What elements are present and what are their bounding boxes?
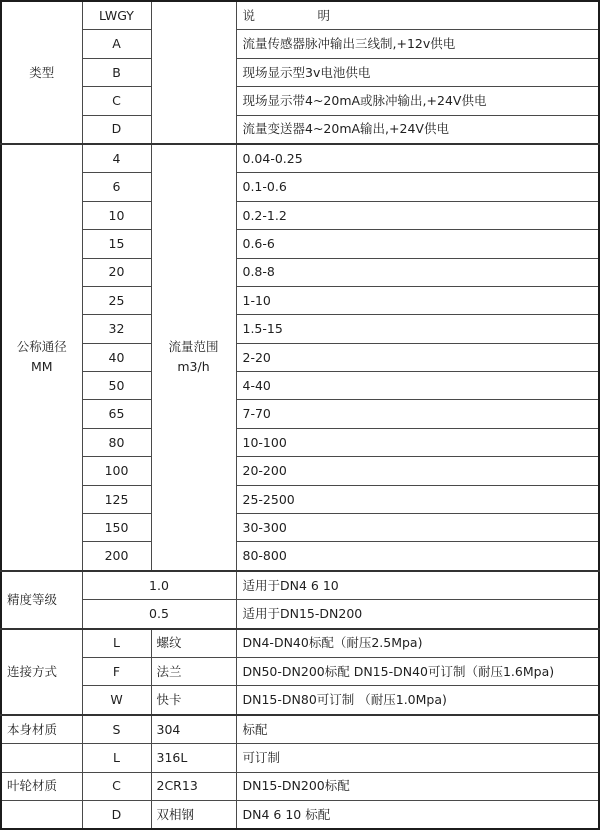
table-row [1, 744, 599, 772]
flow-range-value-cell: 0.1-0.6 [236, 173, 599, 201]
impeller-material-section-label: 叶轮材质 [1, 772, 82, 800]
table-row [1, 686, 599, 715]
type-code-cell: D [82, 115, 151, 144]
connection-name-cell: 螺纹 [151, 629, 236, 658]
table-row [1, 144, 599, 173]
type-spacer-cell [151, 1, 236, 144]
material-name-cell: 304 [151, 715, 236, 744]
empty-label-cell [1, 744, 82, 772]
table-row [1, 485, 599, 513]
flow-range-label-cell [151, 144, 236, 571]
table-row [1, 800, 599, 829]
table-row [1, 428, 599, 456]
flow-range-value-cell: 30-300 [236, 514, 599, 542]
dn-value-cell: 40 [82, 343, 151, 371]
body-material-section-label: 本身材质 [1, 715, 82, 744]
material-code-cell: D [82, 800, 151, 829]
dn-value-cell: 32 [82, 315, 151, 343]
material-code-cell: C [82, 772, 151, 800]
table-row [1, 30, 599, 58]
flow-range-unit: m3/h [177, 359, 210, 375]
type-desc-cell: 现场显示带4~20mA或脉冲输出,+24V供电 [236, 87, 599, 115]
material-code-cell: L [82, 744, 151, 772]
diameter-label-line2: MM [30, 359, 53, 375]
model-code-cell: LWGY [82, 1, 151, 30]
table-row [1, 115, 599, 144]
type-code-cell: A [82, 30, 151, 58]
flow-range-value-cell: 10-100 [236, 428, 599, 456]
table-row [1, 258, 599, 286]
accuracy-applies-cell: 适用于DN4 6 10 [236, 571, 599, 600]
table-row [1, 201, 599, 229]
table-row [1, 372, 599, 400]
connection-name-cell: 快卡 [151, 686, 236, 715]
flow-range-value-cell: 1.5-15 [236, 315, 599, 343]
table-row [1, 600, 599, 629]
dn-value-cell: 65 [82, 400, 151, 428]
type-desc-cell: 流量变送器4~20mA输出,+24V供电 [236, 115, 599, 144]
material-desc-cell: DN4 6 10 标配 [236, 800, 599, 829]
material-name-cell: 2CR13 [151, 772, 236, 800]
table-row [1, 629, 599, 658]
dn-value-cell: 15 [82, 230, 151, 258]
table-row [1, 657, 599, 685]
table-row [1, 286, 599, 314]
flow-range-value-cell: 0.04-0.25 [236, 144, 599, 173]
connection-code-cell: W [82, 686, 151, 715]
dn-value-cell: 25 [82, 286, 151, 314]
dn-value-cell: 4 [82, 144, 151, 173]
flow-range-label-line1: 流量范围 [168, 339, 219, 355]
flow-range-value-cell: 0.2-1.2 [236, 201, 599, 229]
material-name-cell: 316L [151, 744, 236, 772]
flow-range-value-cell: 1-10 [236, 286, 599, 314]
accuracy-applies-cell: 适用于DN15-DN200 [236, 600, 599, 629]
flow-range-value-cell: 2-20 [236, 343, 599, 371]
connection-desc-cell: DN50-DN200标配 DN15-DN40可订制（耐压1.6Mpa) [236, 657, 599, 685]
dn-value-cell: 10 [82, 201, 151, 229]
dn-value-cell: 20 [82, 258, 151, 286]
material-code-cell: S [82, 715, 151, 744]
table-row [1, 772, 599, 800]
table-row [1, 715, 599, 744]
material-desc-cell: 可订制 [236, 744, 599, 772]
dn-value-cell: 200 [82, 542, 151, 571]
table-row [1, 1, 599, 30]
dn-value-cell: 80 [82, 428, 151, 456]
connection-name-cell: 法兰 [151, 657, 236, 685]
flow-range-value-cell: 80-800 [236, 542, 599, 571]
accuracy-grade-cell: 0.5 [82, 600, 236, 629]
table-row [1, 58, 599, 86]
type-desc-cell: 现场显示型3v电池供电 [236, 58, 599, 86]
flow-range-value-cell: 0.6-6 [236, 230, 599, 258]
table-row [1, 542, 599, 571]
connection-desc-cell: DN4-DN40标配（耐压2.5Mpa) [236, 629, 599, 658]
table-row [1, 87, 599, 115]
empty-label-cell [1, 800, 82, 829]
table-row [1, 343, 599, 371]
dn-value-cell: 6 [82, 173, 151, 201]
flow-range-value-cell: 20-200 [236, 457, 599, 485]
accuracy-grade-cell: 1.0 [82, 571, 236, 600]
material-desc-cell: 标配 [236, 715, 599, 744]
diameter-section-label [1, 144, 82, 571]
table-row [1, 173, 599, 201]
dn-value-cell: 50 [82, 372, 151, 400]
type-code-cell: C [82, 87, 151, 115]
connection-desc-cell: DN15-DN80可订制 （耐压1.0Mpa) [236, 686, 599, 715]
table-row [1, 230, 599, 258]
connection-code-cell: F [82, 657, 151, 685]
type-desc-cell: 流量传感器脉冲输出三线制,+12v供电 [236, 30, 599, 58]
dn-value-cell: 150 [82, 514, 151, 542]
flow-range-value-cell: 7-70 [236, 400, 599, 428]
table-row [1, 400, 599, 428]
material-name-cell: 双相钢 [151, 800, 236, 829]
flow-range-value-cell: 25-2500 [236, 485, 599, 513]
table-row [1, 514, 599, 542]
connection-section-label: 连接方式 [1, 629, 82, 715]
table-row [1, 571, 599, 600]
material-desc-cell: DN15-DN200标配 [236, 772, 599, 800]
dn-value-cell: 125 [82, 485, 151, 513]
type-code-cell: B [82, 58, 151, 86]
diameter-label-line1: 公称通径 [16, 339, 67, 355]
description-header-cell: 说 明 [236, 1, 599, 30]
table-row [1, 315, 599, 343]
table-row [1, 457, 599, 485]
flow-range-value-cell: 4-40 [236, 372, 599, 400]
connection-code-cell: L [82, 629, 151, 658]
dn-value-cell: 100 [82, 457, 151, 485]
type-section-label: 类型 [1, 1, 82, 144]
accuracy-section-label: 精度等级 [1, 571, 82, 629]
flow-range-value-cell: 0.8-8 [236, 258, 599, 286]
